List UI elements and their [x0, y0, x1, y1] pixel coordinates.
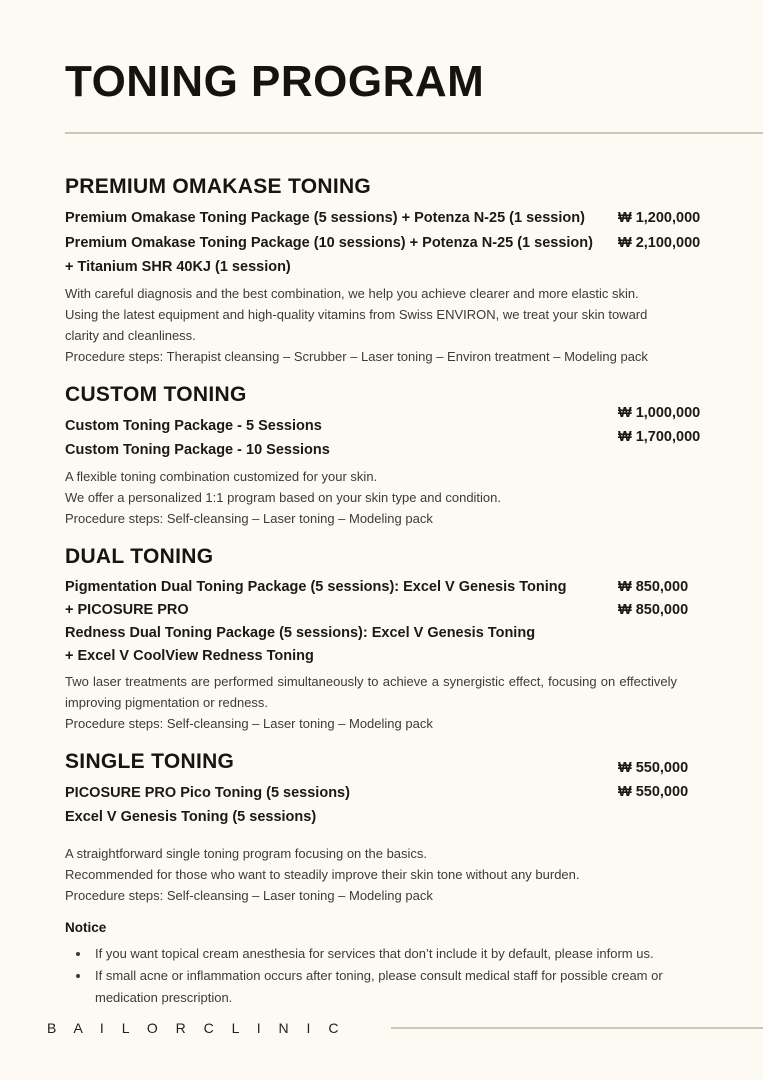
clinic-brand: B A I L O R C L I N I C [47, 1020, 346, 1036]
page-footer [47, 1020, 763, 1036]
notice-list [65, 943, 685, 1009]
price-column [618, 576, 763, 622]
description-line: With careful diagnosis and the best combination, we help you achieve clearer and more elastic skin. [65, 285, 639, 301]
section-heading: PREMIUM OMAKASE TONING [65, 175, 372, 198]
price-column [618, 756, 763, 805]
menu-item: + PICOSURE PRO [65, 601, 189, 618]
section-description [65, 671, 677, 734]
price-column [618, 206, 763, 255]
menu-item: Custom Toning Package - 5 Sessions [65, 417, 322, 434]
section-heading: CUSTOM TONING [65, 382, 247, 406]
description-line: A straightforward single toning program focusing on the basics. [65, 845, 428, 861]
section-heading: SINGLE TONING [65, 749, 235, 773]
menu-item: Excel V Genesis Toning (5 sessions) [65, 809, 317, 825]
menu-item: Redness Dual Toning Package (5 sessions): Excel V Genesis Toning [65, 624, 536, 641]
section-dual-toning [65, 544, 698, 734]
item-rows [65, 206, 698, 280]
description-line: Two laser treatments are performed simultaneously to achieve a synergistic effect, focusing on effectively improving pigmentation or redness. [65, 673, 677, 710]
item-rows [65, 576, 698, 668]
menu-item: PICOSURE PRO Pico Toning (5 sessions) [65, 784, 350, 801]
price: ₩ 1,700,000 [618, 429, 701, 445]
notice-heading: Notice [65, 919, 107, 935]
section-single-toning [65, 749, 698, 906]
price: ₩ 1,000,000 [618, 404, 701, 421]
header-divider [65, 132, 763, 134]
price: ₩ 850,000 [618, 601, 689, 618]
menu-item: Premium Omakase Toning Package (5 sessions) + Potenza N-25 (1 session) [65, 210, 585, 226]
price: ₩ 2,100,000 [618, 234, 701, 251]
description-line: Using the latest equipment and high-quality vitamins from Swiss ENVIRON, we treat your skin toward clarity and cleanliness. [65, 306, 648, 343]
notice-bullet: • If you want topical cream anesthesia for services that don’t include it by default, please inform us. [91, 943, 685, 965]
footer-divider [391, 1027, 763, 1029]
description-line: A flexible toning combination customized for your skin. [65, 468, 378, 484]
section-premium-omakase-toning [65, 174, 701, 367]
procedure-steps: Procedure steps: Self-cleansing – Laser toning – Modeling pack [65, 510, 433, 526]
price: ₩ 550,000 [618, 784, 689, 800]
price: ₩ 850,000 [618, 578, 689, 595]
procedure-steps: Procedure steps: Self-cleansing – Laser toning – Modeling pack [65, 887, 433, 903]
menu-item: + Titanium SHR 40KJ (1 session) [65, 259, 291, 275]
section-description [65, 283, 677, 367]
description-line: We offer a personalized 1:1 program based on your skin type and condition. [65, 489, 502, 505]
menu-item: Premium Omakase Toning Package (10 sessions) + Potenza N-25 (1 session) [65, 234, 593, 251]
notice-bullet: • If small acne or inflammation occurs after toning, please consult medical staff for possible cream or medication prescription. [91, 965, 685, 1009]
menu-item: + Excel V CoolView Redness Toning [65, 647, 314, 664]
procedure-steps: Procedure steps: Self-cleansing – Laser toning – Modeling pack [65, 715, 433, 731]
menu-item: Custom Toning Package - 10 Sessions [65, 442, 330, 458]
item-rows [65, 414, 698, 463]
page-title: TONING PROGRAM [65, 57, 485, 106]
section-description [65, 466, 677, 529]
section-description [65, 843, 677, 906]
menu-item: Pigmentation Dual Toning Package (5 sessions): Excel V Genesis Toning [65, 578, 567, 595]
item-rows [65, 781, 698, 830]
price: ₩ 1,200,000 [618, 210, 701, 226]
description-line: Recommended for those who want to steadily improve their skin tone without any burden. [65, 866, 580, 882]
procedure-steps: Procedure steps: Therapist cleansing – Scrubber – Laser toning – Environ treatment – Modeling pack [65, 348, 648, 364]
price-column [618, 401, 763, 450]
price: ₩ 550,000 [618, 759, 689, 776]
section-custom-toning [65, 382, 701, 529]
section-heading: DUAL TONING [65, 544, 214, 568]
notice-section [65, 918, 685, 1009]
